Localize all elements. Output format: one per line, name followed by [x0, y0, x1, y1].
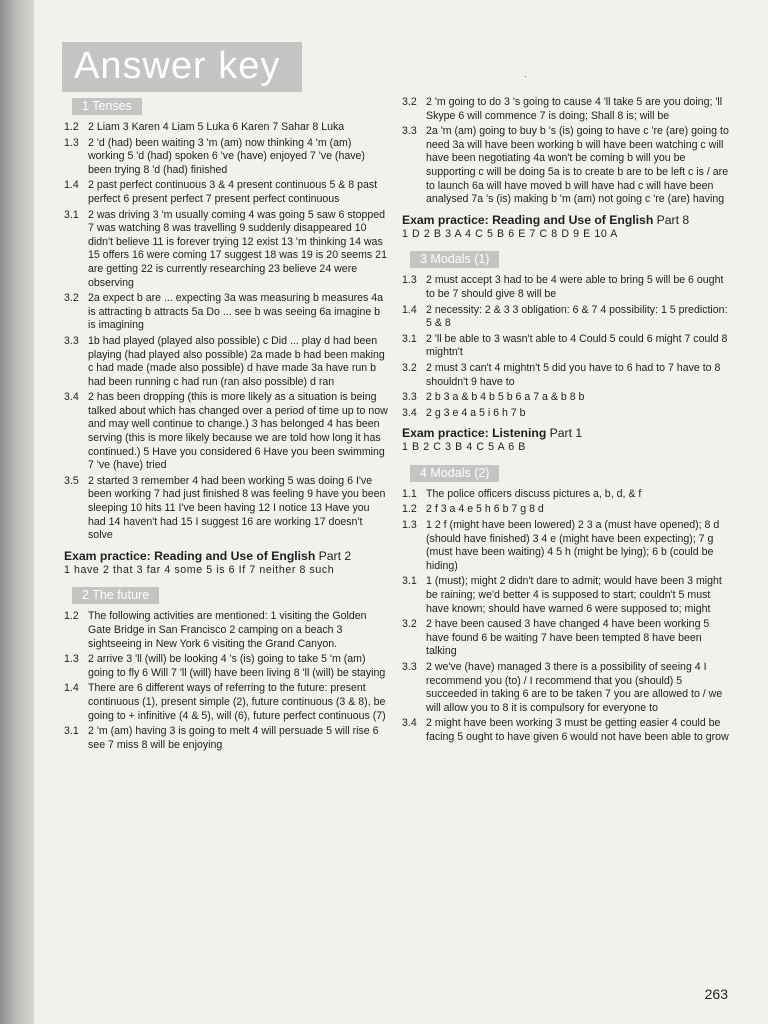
exercise-number: 3.2	[64, 292, 79, 305]
answer-entry	[64, 209, 390, 291]
book-spine-shadow	[0, 0, 34, 1024]
answer-entry	[64, 725, 390, 752]
answer-text: 2 Liam 3 Karen 4 Liam 5 Luka 6 Karen 7 Sahar 8 Luka	[88, 121, 345, 133]
exercise-number: 1.3	[402, 519, 417, 532]
left-column	[64, 96, 390, 754]
answer-entry	[64, 610, 390, 651]
exam-practice-title: Exam practice: Reading and Use of English	[402, 212, 654, 227]
exercise-number: 1.2	[64, 610, 79, 623]
answer-entry	[64, 137, 390, 178]
right-column	[402, 96, 732, 747]
answer-text: The police officers discuss pictures a, b, d, & f	[426, 487, 642, 500]
answer-entry	[64, 391, 390, 473]
exercise-number: 3.1	[64, 725, 79, 738]
answer-entry	[402, 503, 732, 517]
answer-entry	[402, 488, 732, 502]
exercise-number: 3.1	[64, 208, 79, 221]
exam-practice-part: Part 1	[546, 426, 583, 441]
answer-text: 2 'm (am) having 3 is going to melt 4 will persuade 5 will rise 6 see 7 miss 8 will be enjoying	[88, 725, 379, 751]
exercise-number: 3.2	[402, 361, 417, 374]
exam-practice-part: Part 8	[653, 212, 690, 227]
answer-entry	[64, 475, 390, 543]
answer-text: 2 have been caused 3 have changed 4 have been working 5 have found 6 be waiting 7 have been tempted 8 have been talking	[426, 618, 710, 658]
exercise-number: 1.2	[64, 121, 79, 133]
answer-entry	[64, 292, 390, 333]
answer-text: 2 necessity: 2 & 3 3 obligation: 6 & 7 4 possibility: 1 5 prediction: 5 & 8	[426, 303, 728, 330]
exam-practice-heading	[402, 213, 732, 228]
answer-text: There are 6 different ways of referring to the future: present continuous (1), present simple (2), future continuous (3 & 8), be going to + infinitive (4 & 5), will (6), future perfect continuous (7)	[88, 682, 386, 722]
answer-text: 2a expect b are ... expecting 3a was measuring b measures 4a is attracting b attracts 5a Do ... see b was seeing 6a imagine b is imagining	[88, 292, 384, 332]
exam-practice-heading	[64, 549, 390, 564]
exercise-number: 1.4	[64, 179, 79, 192]
exercise-number: 3.1	[402, 575, 417, 588]
exercise-number: 3.2	[402, 618, 417, 631]
speck: ·	[524, 72, 527, 81]
exercise-number: 1.3	[64, 136, 79, 149]
exam-practice-title: Exam practice: Reading and Use of English	[64, 548, 316, 563]
answer-text: 2 was driving 3 'm usually coming 4 was going 5 saw 6 stopped 7 was watching 8 was travelling 9 suddenly disappeared 10 didn't believe 11 is forever trying 12 exist 13 'm thinking 14 was 15 offers 16 were coming 17 suggest 18 was 19 is 20 seems 21 are getting 22 is currently researching 23 believe 24 were observing	[88, 208, 387, 289]
exam-practice-part: Part 2	[315, 548, 352, 563]
exercise-number: 3.4	[64, 391, 79, 404]
answer-text: 2 might have been working 3 must be getting easier 4 could be facing 5 ought to have given 6 would not have been able to grow	[426, 717, 729, 743]
section-heading: 1 Tenses	[72, 98, 142, 115]
exercise-number: 3.3	[64, 334, 79, 347]
page-number: 263	[704, 986, 728, 1002]
answer-entry	[402, 717, 732, 744]
exercise-number: 1.1	[402, 487, 417, 500]
exercise-number: 3.3	[402, 125, 417, 138]
answer-text: 2 must 3 can't 4 mightn't 5 did you have to 6 had to 7 have to 8 shouldn't 9 have to	[426, 361, 721, 388]
exercise-number: 1.3	[402, 274, 417, 287]
answer-text: 2 'll be able to 3 wasn't able to 4 Could 5 could 6 might 7 could 8 mightn't	[426, 332, 728, 359]
exercise-number: 3.5	[64, 474, 79, 487]
exercise-number: 3.2	[402, 96, 417, 108]
exercise-number: 1.2	[402, 503, 417, 516]
answer-text: 2 f 3 a 4 e 5 h 6 b 7 g 8 d	[426, 503, 544, 516]
answer-text: 2 we've (have) managed 3 there is a possibility of seeing 4 I recommend you (to) / I recommend that you (should) 5 succeeded in taking 6 are to be taken 7 you are allowed to / we will allow you to 8 it is compulsory for everyone to	[426, 661, 723, 714]
answer-text: 1b had played (played also possible) c Did ... play d had been playing (had played also possible) 2a made b had been making c had made (made also possible) d have made 3a have run b had been running c had run (ran also possible) d ran	[88, 334, 385, 388]
answer-entry	[402, 661, 732, 715]
answer-text: 2 past perfect continuous 3 & 4 present continuous 5 & 8 past perfect 6 present perfect 7 present perfect continuous	[88, 179, 378, 205]
answer-entry	[402, 575, 732, 616]
section-heading: 2 The future	[72, 587, 159, 604]
answer-entry	[64, 653, 390, 680]
answer-text: 2a 'm (am) going to buy b 's (is) going to have c 're (are) going to need 3a will have been working b will have been watching c will have been negotiating 4a won't be coming b will you be supporting c will be doing 5a is to create b are to be left c is / are to launch 6a will have moved b will have had c will have been analysed 7a 's (is) making b 'm (am) not going c 're (are) having	[426, 125, 729, 206]
section-heading: 3 Modals (1)	[410, 251, 499, 268]
answer-entry	[402, 407, 732, 421]
answer-entry	[402, 274, 732, 301]
exam-practice-title: Exam practice: Listening	[402, 426, 547, 441]
answer-entry	[64, 682, 390, 723]
answer-entry	[64, 335, 390, 389]
exercise-number: 1.4	[402, 303, 417, 316]
answer-entry	[402, 96, 732, 123]
exercise-number: 3.1	[402, 332, 417, 345]
answer-entry	[402, 333, 732, 360]
answer-entry	[402, 519, 732, 573]
exam-practice-heading	[402, 426, 732, 441]
answer-text: The following activities are mentioned: 1 visiting the Golden Gate Bridge in San Francisco 2 camping on a beach 3 sightseeing in New York 6 visiting the Grand Canyon.	[88, 610, 367, 650]
answer-text: 1 2 f (might have been lowered) 2 3 a (must have opened); 8 d (should have finished) 3 4 e (might have been expecting); 7 g (must have been waiting) 4 5 h (might be lying); 6 b (could be hiding)	[426, 519, 720, 572]
answer-entry	[402, 362, 732, 389]
exercise-number: 1.3	[64, 653, 79, 666]
page-title: Answer key	[62, 42, 302, 92]
answer-entry	[402, 391, 732, 405]
answer-text: 2 'm going to do 3 's going to cause 4 'll take 5 are you doing; 'll Skype 6 will commence 7 is doing; Shall 8 is; will be	[426, 96, 723, 122]
answer-text: 2 'd (had) been waiting 3 'm (am) now thinking 4 'm (am) working 5 'd (had) spoken 6 've (have) enjoyed 7 've (have) been trying 8 'd (had) finished	[88, 136, 365, 176]
answer-text: 2 g 3 e 4 a 5 i 6 h 7 b	[426, 406, 526, 419]
answer-text: 2 started 3 remember 4 had been working 5 was doing 6 I've been working 7 had just finished 8 was feeling 9 have you been sleeping 10 hits 11 I've been having 12 I notice 13 Have you had 14 haven't had 15 I suggest 16 are working 17 doesn't solve	[88, 474, 386, 542]
exercise-number: 3.3	[402, 391, 417, 404]
answer-text: 2 b 3 a & b 4 b 5 b 6 a 7 a & b 8 b	[426, 391, 585, 404]
answer-text: 2 must accept 3 had to be 4 were able to bring 5 will be 6 ought to be 7 should give 8 will be	[426, 274, 724, 300]
section-heading: 4 Modals (2)	[410, 465, 499, 482]
exam-answers: 1 have 2 that 3 far 4 some 5 is 6 If 7 neither 8 such	[64, 563, 335, 576]
answer-entry	[64, 121, 390, 135]
exercise-number: 3.4	[402, 717, 417, 730]
answer-entry	[64, 179, 390, 206]
answer-entry	[402, 304, 732, 331]
answer-entry	[402, 125, 732, 207]
answer-text: 2 has been dropping (this is more likely as a situation is being talked about which has changed over a period of time up to now and may well continue to change.) 3 has belonged 4 has been serving (this is more likely because we are told how long it has continued.) 5 Have you considered 6 Have you been swimming 7 've (have) tried	[88, 391, 388, 472]
exercise-number: 1.4	[64, 682, 79, 695]
exercise-number: 3.3	[402, 661, 417, 673]
exam-answers: 1 B 2 C 3 B 4 C 5 A 6 B	[402, 441, 526, 454]
answer-text: 2 arrive 3 'll (will) be looking 4 's (is) going to take 5 'm (am) going to fly 6 Will 7 'll (will) have been living 8 'll (will) be staying	[88, 653, 386, 679]
exercise-number: 3.4	[402, 406, 417, 419]
answer-text: 1 (must); might 2 didn't dare to admit; would have been 3 might be raining; we'd better 4 is supposed to start; couldn't 5 must have known; should have warned 6 were supposed to; might	[426, 575, 722, 615]
exam-answers: 1 D 2 B 3 A 4 C 5 B 6 E 7 C 8 D 9 E 10 A	[402, 227, 618, 240]
answer-entry	[402, 618, 732, 659]
